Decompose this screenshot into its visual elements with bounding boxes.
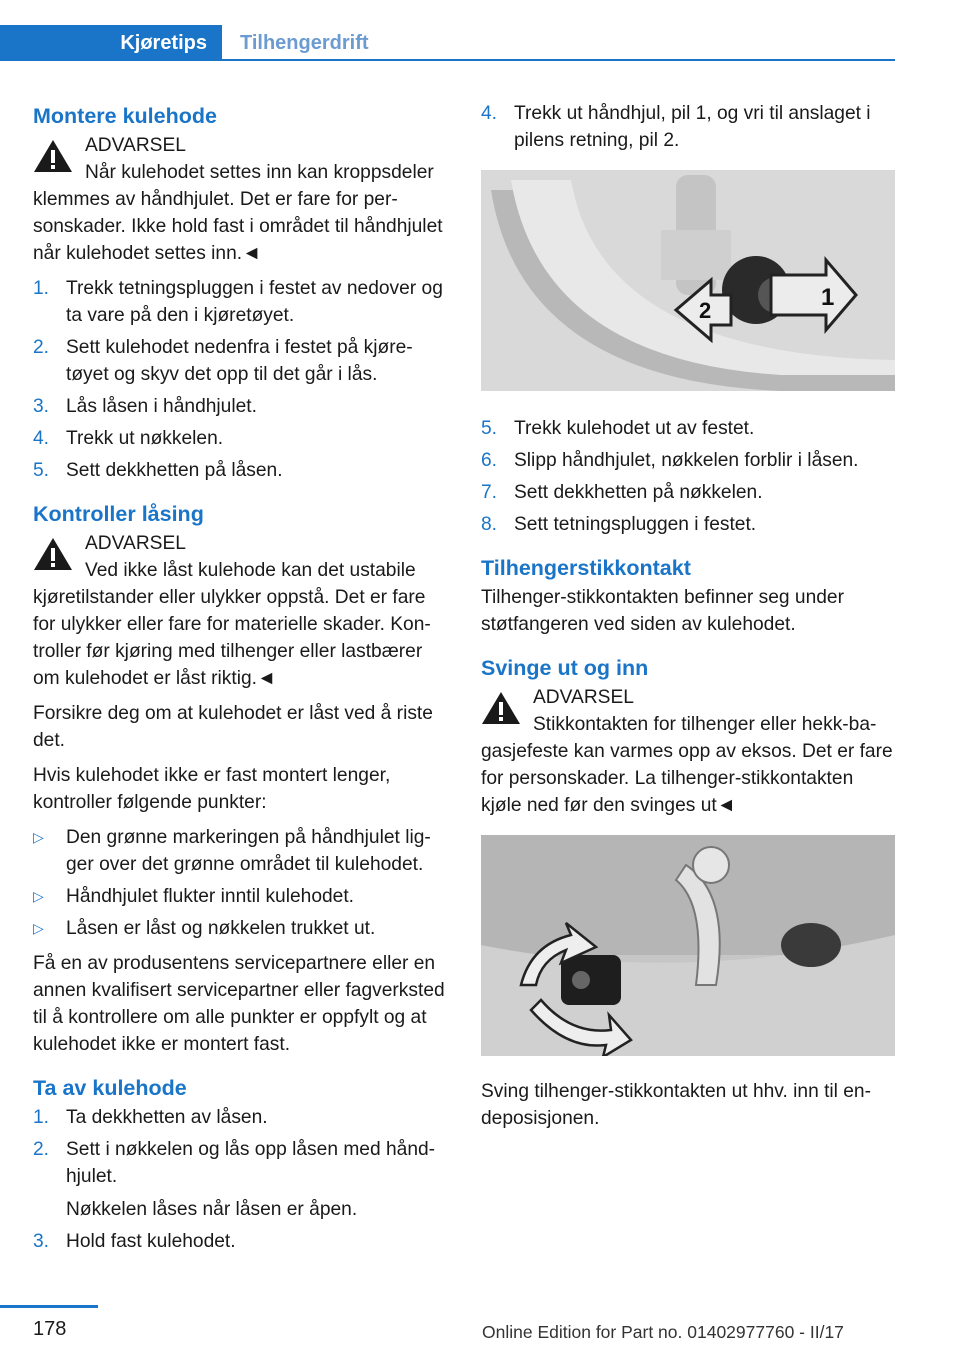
step-text: Ta dekkhetten av låsen.: [66, 1107, 268, 1128]
steps-ta-av: [33, 1104, 448, 1255]
list-item: [33, 393, 448, 420]
list-item: [481, 511, 896, 538]
check-list: [33, 824, 448, 942]
step-text: Slipp håndhjulet, nøkkelen forblir i låsen.: [514, 450, 859, 471]
edition-note: Online Edition for Part no. 01402977760 - II/17: [482, 1322, 844, 1342]
list-item: [481, 415, 896, 442]
step-text: Sett dekkhetten på låsen.: [66, 460, 283, 481]
triangle-bullet-icon: ▷: [33, 888, 44, 904]
list-item: [33, 883, 448, 910]
tab-kjoretips[interactable]: Kjøretips: [0, 25, 222, 61]
heading-montere-kulehode: Montere kulehode: [33, 104, 217, 128]
step-number: 1.: [33, 278, 50, 299]
list-item: [33, 425, 448, 452]
step-text: Lås låsen i håndhjulet.: [66, 396, 257, 417]
warning-icon: [33, 536, 73, 572]
fig-label-2: 2: [699, 298, 712, 323]
bullet-text: Den grønne markeringen på håndhjulet ligger over det grønne området til kulehodet.: [66, 827, 431, 875]
list-item: [33, 275, 448, 329]
step-number: 1.: [33, 1107, 50, 1128]
step-text: Sett tetningspluggen i festet.: [514, 514, 757, 535]
warning-icon: [33, 138, 73, 174]
list-item: [33, 824, 448, 878]
heading-kontroller-lasing: Kontroller låsing: [33, 502, 204, 526]
warning-text: Stikkontakten for tilhenger eller hekk-bagasjefeste kan varmes opp av eksos. Det er fare for personskader. La tilhenger-stikkontakten kjøle ned før den svinges ut◄: [481, 714, 893, 816]
list-item: [33, 1228, 448, 1255]
bullet-text: Låsen er låst og nøkkelen trukket ut.: [66, 918, 376, 939]
warning-text: Ved ikke låst kulehode kan det ustabile kjøretilstander eller ulykker oppstå. Det er fare for ulykker eller fare for materielle skader. Kontroller før kjøring med tilhenger eller lastbærer om kulehodet er låst riktig.◄: [33, 560, 431, 689]
steps-5-8: [481, 415, 896, 538]
right-column: [481, 100, 896, 1140]
step-text: Sett kulehodet nedenfra i festet på kjøretøyet og skyv det opp til det går i lås.: [66, 337, 413, 385]
left-column: [33, 100, 448, 1263]
list-item: [481, 447, 896, 474]
steps-montere: [33, 275, 448, 484]
paragraph: Få en av produsentens servicepartnere eller en annen kvalifisert servicepartner eller fagverksted til å kontrollere om alle punkter er oppfylt og at kulehodet ikke er montert fast.: [33, 953, 445, 1055]
step-text: Hold fast kulehodet.: [66, 1231, 236, 1252]
step-text: Sett i nøkkelen og lås opp låsen med håndhjulet.: [66, 1139, 436, 1187]
heading-svinge-ut-og-inn: Svinge ut og inn: [481, 656, 649, 680]
step-number: 5.: [481, 418, 498, 439]
warning-icon: [481, 690, 521, 726]
socket-illustration: [481, 835, 895, 1056]
paragraph: Hvis kulehodet ikke er fast montert lenger, kontroller følgende punkter:: [33, 765, 391, 813]
step-text: Trekk tetningspluggen i festet av nedover og ta vare på den i kjøretøyet.: [66, 278, 443, 326]
list-item: [33, 1104, 448, 1131]
list-item: [33, 915, 448, 942]
paragraph: Tilhenger-stikkontakten befinner seg under støtfangeren ved siden av kulehodet.: [481, 587, 844, 635]
step-number: 4.: [481, 103, 498, 124]
step-number: 2.: [33, 1139, 50, 1160]
list-item: [33, 457, 448, 484]
step-number: 7.: [481, 482, 498, 503]
warning-block: [33, 132, 448, 267]
fig-label-1: 1: [821, 284, 835, 311]
step-number: 3.: [33, 396, 50, 417]
footer-rule: [0, 1305, 98, 1308]
warning-title: ADVARSEL: [533, 687, 634, 708]
warning-block: [33, 530, 448, 692]
step-number: 2.: [33, 337, 50, 358]
paragraph: Sving tilhenger-stikkontakten ut hhv. inn til endeposisjonen.: [481, 1081, 871, 1129]
list-item: [481, 100, 896, 154]
steps-4: [481, 100, 896, 154]
list-item: [33, 1136, 448, 1223]
warning-title: ADVARSEL: [85, 135, 186, 156]
bullet-text: Håndhjulet flukter inntil kulehodet.: [66, 886, 354, 907]
heading-tilhengerstikkontakt: Tilhengerstikkontakt: [481, 556, 691, 580]
list-item: [481, 479, 896, 506]
tab-tilhengerdrift[interactable]: Tilhengerdrift: [240, 32, 369, 54]
paragraph: Forsikre deg om at kulehodet er låst ved å riste det.: [33, 703, 433, 751]
step-text: Trekk ut nøkkelen.: [66, 428, 224, 449]
handwheel-illustration: [481, 170, 895, 391]
list-item: [33, 334, 448, 388]
step-number: 8.: [481, 514, 498, 535]
step-text: Sett dekkhetten på nøkkelen.: [514, 482, 763, 503]
step-number: 3.: [33, 1231, 50, 1252]
triangle-bullet-icon: ▷: [33, 829, 44, 845]
step-number: 5.: [33, 460, 50, 481]
heading-ta-av-kulehode: Ta av kulehode: [33, 1076, 187, 1100]
warning-title: ADVARSEL: [85, 533, 186, 554]
warning-text: Når kulehodet settes inn kan kroppsdeler klemmes av håndhjulet. Det er fare for personskader. Ikke hold fast i området til håndhjulet når kulehodet settes inn.◄: [33, 162, 443, 264]
page-number: 178: [33, 1318, 67, 1340]
step-number: 6.: [481, 450, 498, 471]
header-rule: [0, 59, 895, 61]
step-number: 4.: [33, 428, 50, 449]
step-subtext: Nøkkelen låses når låsen er åpen.: [66, 1199, 358, 1220]
warning-block: [481, 684, 896, 819]
triangle-bullet-icon: ▷: [33, 920, 44, 936]
step-text: Trekk ut håndhjul, pil 1, og vri til anslaget i pilens retning, pil 2.: [514, 103, 871, 151]
step-text: Trekk kulehodet ut av festet.: [514, 418, 755, 439]
header-tabs: [0, 25, 895, 61]
